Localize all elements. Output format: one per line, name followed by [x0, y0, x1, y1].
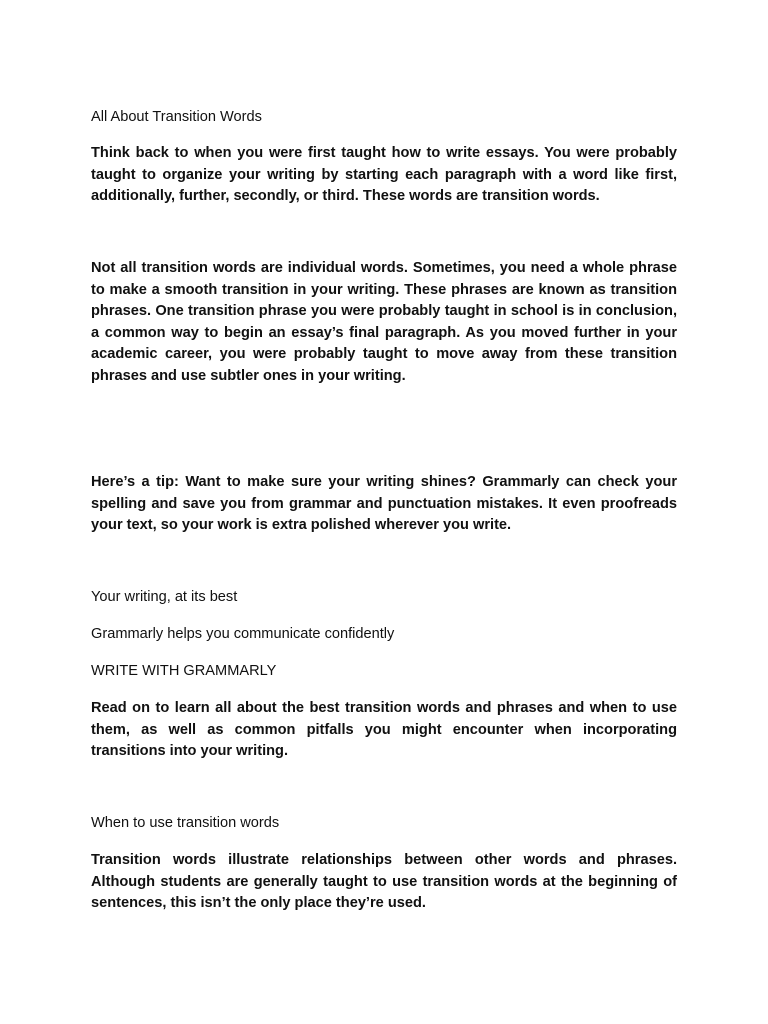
ad-heading: Your writing, at its best: [91, 589, 238, 605]
ad-cta-text: WRITE WITH GRAMMARLY: [91, 663, 277, 679]
ad-subheading: Grammarly helps you communicate confidently: [91, 626, 395, 642]
paragraph-intro: Think back to when you were first taught how to write essays. You were probably taught to organize your writing by starting each paragraph with a word like first, additionally, further, secondly, or third. These words are transition words.: [91, 145, 677, 204]
paragraph-tip: Here’s a tip: Want to make sure your writing shines? Grammarly can check your spelling and save you from grammar and punctuation mistakes. It even proofreads your text, so your work is extra polished wherever you write.: [91, 474, 677, 533]
section-heading: When to use transition words: [91, 815, 280, 831]
paragraph-read-on: Read on to learn all about the best transition words and phrases and when to use them, as well as common pitfalls you might encounter when incorporating transitions into your writing.: [91, 700, 677, 759]
paragraph-when-to-use: Transition words illustrate relationships between other words and phrases. Although students are generally taught to use transition words at the beginning of sentences, this isn’t the only place they’re used.: [91, 852, 677, 911]
paragraph-transition-phrases: Not all transition words are individual words. Sometimes, you need a whole phrase to make a smooth transition in your writing. These phrases are known as transition phrases. One transition phrase you were probably taught in school is in conclusion, a common way to begin an essay’s final paragraph. As you moved further in your academic career, you were probably taught to move away from these transition phrases and use subtler ones in your writing.: [91, 260, 677, 384]
document-title: All About Transition Words: [91, 109, 262, 125]
